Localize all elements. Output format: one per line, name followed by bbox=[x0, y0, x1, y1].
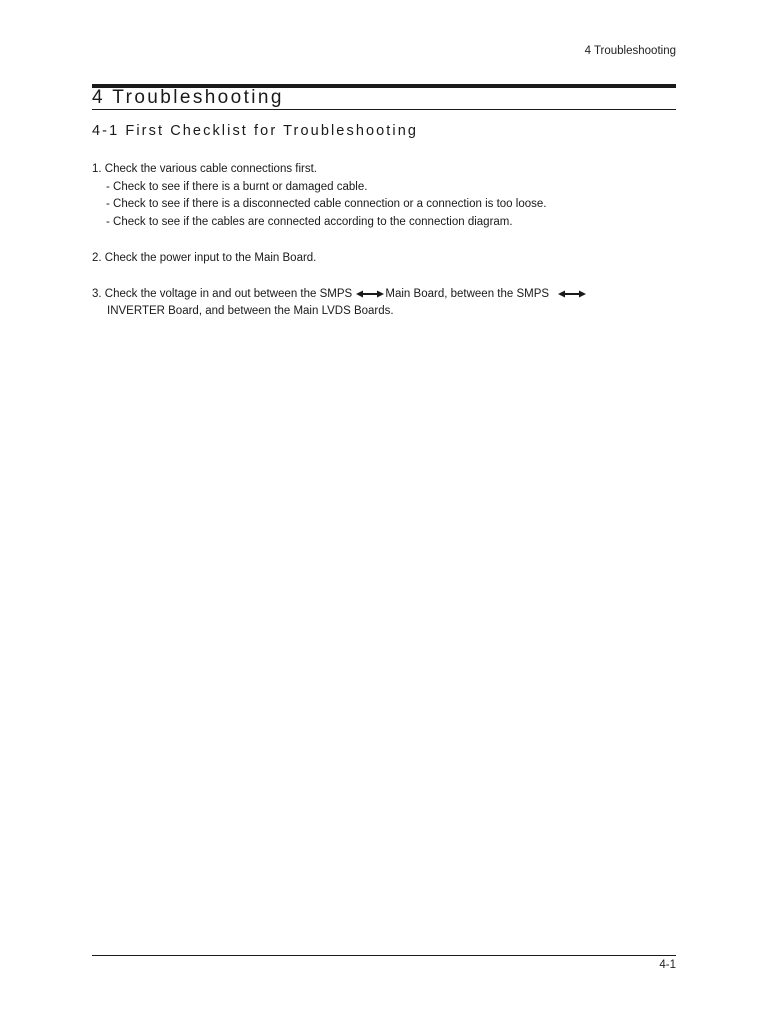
checklist-item-3-line-1 bbox=[92, 286, 676, 304]
checklist-item-2 bbox=[92, 250, 676, 268]
checklist-item-3-part-1: 3. Check the voltage in and out between the SMPS bbox=[92, 287, 353, 300]
page-number: 4-1 bbox=[659, 959, 676, 971]
chapter-title: 4 Troubleshooting bbox=[92, 87, 284, 108]
checklist-item-1-text: 1. Check the various cable connections first. bbox=[92, 163, 318, 175]
double-arrow-icon bbox=[558, 290, 586, 298]
checklist bbox=[92, 161, 676, 321]
checklist-item-3 bbox=[92, 286, 676, 321]
title-rule bbox=[92, 109, 676, 110]
checklist-subitem: - Check to see if there is a disconnected cable connection or a connection is too loose. bbox=[106, 198, 547, 211]
checklist-item-1 bbox=[92, 161, 676, 231]
checklist-item-3-line-2: INVERTER Board, and between the Main LVDS Boards. bbox=[107, 305, 394, 318]
checklist-item-3-part-2: Main Board, between the SMPS bbox=[385, 287, 550, 300]
section-title: 4-1 First Checklist for Troubleshooting bbox=[92, 123, 419, 139]
bottom-rule bbox=[92, 955, 676, 956]
checklist-subitem: - Check to see if there is a burnt or damaged cable. bbox=[106, 180, 368, 193]
checklist-subitem: - Check to see if the cables are connected according to the connection diagram. bbox=[106, 215, 513, 228]
checklist-item-2-text: 2. Check the power input to the Main Board. bbox=[92, 251, 317, 264]
double-arrow-icon bbox=[356, 290, 384, 298]
running-header: 4 Troubleshooting bbox=[584, 45, 676, 57]
